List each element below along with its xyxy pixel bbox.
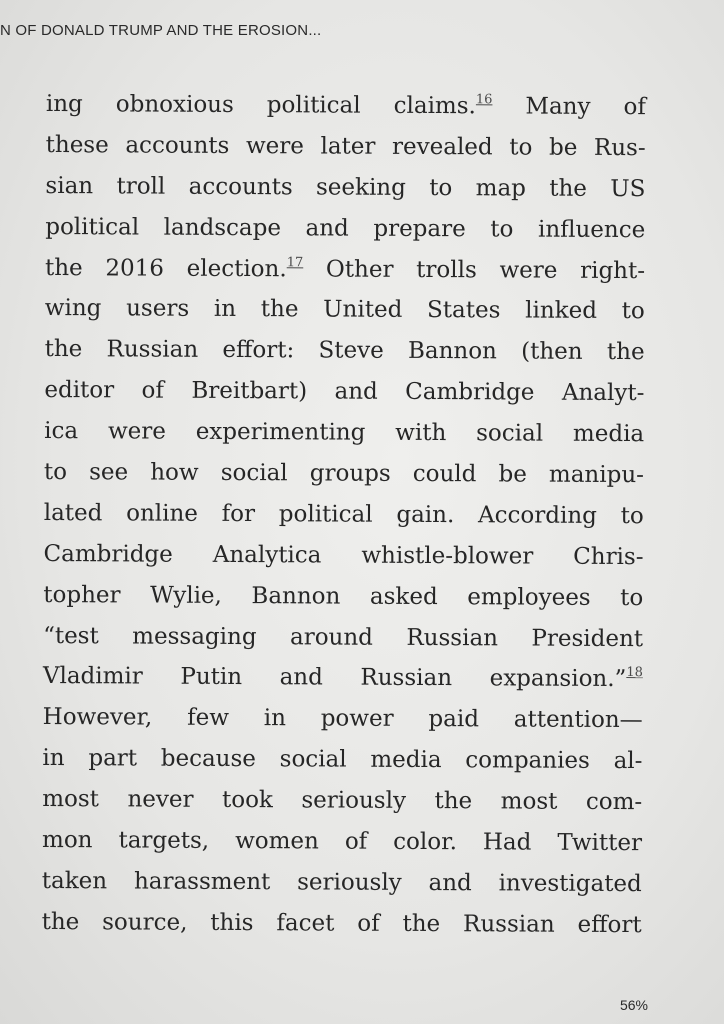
text-line: the source, this facet of the Russian effort [41,908,642,938]
text-line: ing obnoxious political claims.$^{16}$ Many of [45,90,646,121]
footnote-link[interactable]: 17 [286,254,304,270]
text-line: wing users in the United States linked to [44,295,645,325]
footnote-link[interactable]: 16 [475,92,493,108]
text-line: sian troll accounts seeking to map the US [45,172,646,202]
text-line: these accounts were later revealed to be Rus- [45,131,646,162]
text-line: taken harassment seriously and investigated [41,867,642,898]
text-line: “test messaging around Russian President [43,622,644,652]
text-line: the Russian effort: Steve Bannon (then the [44,336,645,366]
text-line: in part because social media companies al- [42,745,643,775]
reading-progress: 56% [619,997,648,1013]
running-header: N OF DONALD TRUMP AND THE EROSION... [0,22,322,39]
text-line: lated online for political gain. According to [43,499,644,530]
text-line: However, few in power paid attention— [42,704,643,734]
text-line: mon targets, women of color. Had Twitter [41,827,643,857]
text-line: political landscape and prepare to influence [45,213,646,243]
text-line: to see how social groups could be manipu- [43,459,645,489]
book-text [42,84,646,946]
text-line: Vladimir Putin and Russian expansion.”$^{18}$ [42,663,643,693]
text-line: Cambridge Analytica whistle-blower Chris- [43,540,644,570]
text-line: the 2016 election.$^{17}$ Other trolls were right- [44,254,646,284]
text-line: most never took seriously the most com- [42,786,643,816]
text-line: editor of Breitbart) and Cambridge Analyt- [44,377,645,407]
text-line: topher Wylie, Bannon asked employees to [43,581,644,611]
footnote-link[interactable]: 18 [626,665,643,681]
text-line: ica were experimenting with social media [44,418,645,448]
